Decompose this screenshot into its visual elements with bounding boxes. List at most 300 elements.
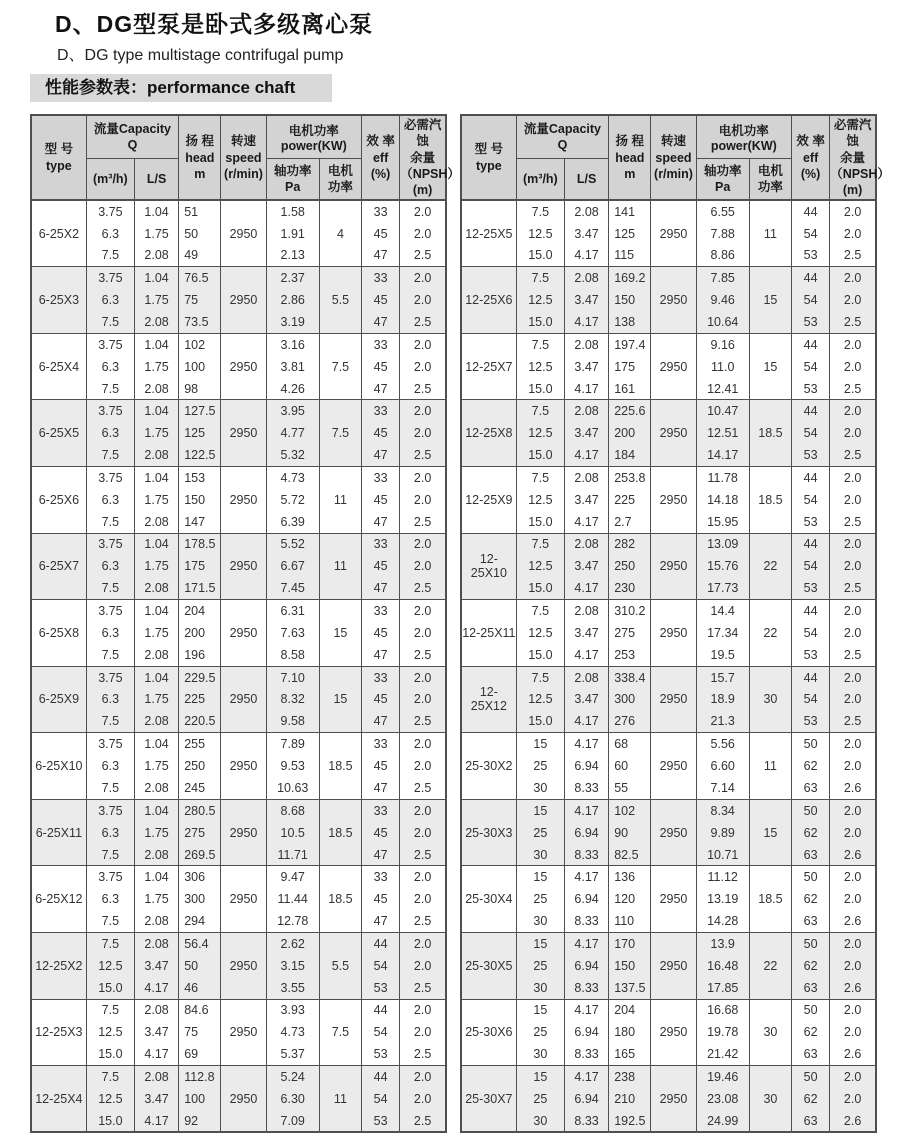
- npsh-m: 2.5: [400, 1043, 446, 1065]
- head-m: 300: [609, 688, 651, 710]
- shaft-power-pa: 14.4: [696, 600, 749, 622]
- head-m: 92: [179, 1110, 221, 1132]
- capacity-ls: 1.75: [134, 622, 178, 644]
- table-row: [461, 467, 876, 489]
- capacity-ls: 1.75: [134, 822, 178, 844]
- efficiency-pct: 45: [362, 289, 400, 311]
- pump-type: 6-25X9: [31, 666, 86, 733]
- capacity-m3h: 15.0: [86, 977, 134, 999]
- capacity-m3h: 15.0: [516, 245, 564, 267]
- efficiency-pct: 47: [362, 644, 400, 666]
- capacity-m3h: 3.75: [86, 666, 134, 688]
- efficiency-pct: 45: [362, 489, 400, 511]
- npsh-m: 2.0: [400, 422, 446, 444]
- speed-rpm: 2950: [221, 333, 266, 400]
- capacity-m3h: 15.0: [516, 577, 564, 599]
- capacity-m3h: 6.3: [86, 688, 134, 710]
- head-m: 102: [609, 799, 651, 821]
- table-row: [461, 733, 876, 755]
- capacity-ls: 2.08: [564, 400, 608, 422]
- shaft-power-pa: 5.32: [266, 444, 319, 466]
- npsh-m: 2.0: [830, 999, 876, 1021]
- shaft-power-pa: 18.9: [696, 688, 749, 710]
- efficiency-pct: 53: [362, 1110, 400, 1132]
- shaft-power-pa: 15.95: [696, 511, 749, 533]
- col-head: 扬 程 head m: [609, 115, 651, 200]
- head-m: 171.5: [179, 577, 221, 599]
- capacity-m3h: 12.5: [516, 222, 564, 244]
- head-m: 127.5: [179, 400, 221, 422]
- pump-type: 12-25X12: [461, 666, 516, 733]
- table-header: [31, 115, 460, 200]
- npsh-m: 2.0: [830, 222, 876, 244]
- efficiency-pct: 33: [362, 600, 400, 622]
- head-m: 255: [179, 733, 221, 755]
- capacity-m3h: 15.0: [516, 711, 564, 733]
- shaft-power-pa: 5.37: [266, 1043, 319, 1065]
- head-m: 175: [179, 555, 221, 577]
- npsh-m: 2.5: [400, 844, 446, 866]
- motor-power-kw: 30: [749, 999, 791, 1066]
- capacity-m3h: 6.3: [86, 422, 134, 444]
- table-row: [31, 400, 446, 422]
- npsh-m: 2.0: [830, 1021, 876, 1043]
- head-m: 55: [609, 777, 651, 799]
- npsh-m: 2.5: [830, 577, 876, 599]
- npsh-m: 2.5: [400, 511, 446, 533]
- pump-type: 6-25X10: [31, 733, 86, 800]
- speed-rpm: 2950: [221, 200, 266, 267]
- motor-power-kw: 22: [749, 533, 791, 600]
- head-m: 196: [179, 644, 221, 666]
- efficiency-pct: 50: [792, 866, 830, 888]
- col-m3h: (m³/h): [516, 159, 564, 200]
- capacity-ls: 1.04: [134, 333, 178, 355]
- speed-rpm: 2950: [221, 866, 266, 933]
- npsh-m: 2.5: [830, 711, 876, 733]
- speed-rpm: 2950: [651, 666, 696, 733]
- head-m: 110: [609, 910, 651, 932]
- capacity-ls: 1.04: [134, 733, 178, 755]
- npsh-m: 2.0: [400, 333, 446, 355]
- capacity-ls: 6.94: [564, 955, 608, 977]
- head-m: 165: [609, 1043, 651, 1065]
- shaft-power-pa: 3.93: [266, 999, 319, 1021]
- npsh-m: 2.0: [400, 222, 446, 244]
- head-m: 230: [609, 577, 651, 599]
- capacity-ls: 3.47: [564, 422, 608, 444]
- efficiency-pct: 62: [792, 822, 830, 844]
- head-m: 60: [609, 755, 651, 777]
- capacity-m3h: 12.5: [86, 1021, 134, 1043]
- head-m: 122.5: [179, 444, 221, 466]
- motor-power-kw: 30: [749, 1066, 791, 1133]
- npsh-m: 2.5: [400, 444, 446, 466]
- head-m: 75: [179, 1021, 221, 1043]
- pump-type: 6-25X11: [31, 799, 86, 866]
- head-m: 280.5: [179, 799, 221, 821]
- capacity-ls: 2.08: [134, 777, 178, 799]
- capacity-ls: 6.94: [564, 755, 608, 777]
- efficiency-pct: 63: [792, 777, 830, 799]
- capacity-ls: 1.04: [134, 400, 178, 422]
- capacity-ls: 4.17: [564, 1066, 608, 1088]
- capacity-m3h: 15.0: [516, 378, 564, 400]
- col-ls: L/S: [134, 159, 178, 200]
- efficiency-pct: 47: [362, 311, 400, 333]
- table-row: [461, 999, 876, 1021]
- efficiency-pct: 44: [792, 267, 830, 289]
- capacity-m3h: 3.75: [86, 267, 134, 289]
- npsh-m: 2.0: [400, 533, 446, 555]
- npsh-m: 2.5: [400, 711, 446, 733]
- capacity-m3h: 12.5: [86, 955, 134, 977]
- capacity-ls: 1.04: [134, 799, 178, 821]
- head-m: 245: [179, 777, 221, 799]
- col-ls: L/S: [564, 159, 608, 200]
- capacity-ls: 1.04: [134, 267, 178, 289]
- npsh-m: 2.5: [830, 511, 876, 533]
- npsh-m: 2.6: [830, 977, 876, 999]
- efficiency-pct: 33: [362, 467, 400, 489]
- pump-type: 6-25X7: [31, 533, 86, 600]
- motor-power-kw: 18.5: [749, 467, 791, 534]
- capacity-ls: 2.08: [134, 311, 178, 333]
- shaft-power-pa: 19.78: [696, 1021, 749, 1043]
- efficiency-pct: 54: [792, 489, 830, 511]
- pump-type: 6-25X2: [31, 200, 86, 267]
- pump-table-right: [460, 114, 890, 1133]
- capacity-ls: 1.75: [134, 555, 178, 577]
- npsh-m: 2.0: [400, 489, 446, 511]
- shaft-power-pa: 9.16: [696, 333, 749, 355]
- capacity-m3h: 6.3: [86, 289, 134, 311]
- capacity-m3h: 25: [516, 1021, 564, 1043]
- head-m: 338.4: [609, 666, 651, 688]
- efficiency-pct: 33: [362, 400, 400, 422]
- head-m: 153: [179, 467, 221, 489]
- shaft-power-pa: 9.58: [266, 711, 319, 733]
- shaft-power-pa: 7.85: [696, 267, 749, 289]
- shaft-power-pa: 8.32: [266, 688, 319, 710]
- head-m: 197.4: [609, 333, 651, 355]
- head-m: 192.5: [609, 1110, 651, 1132]
- shaft-power-pa: 9.46: [696, 289, 749, 311]
- capacity-m3h: 3.75: [86, 400, 134, 422]
- col-power: 电机功率power(KW): [266, 115, 361, 159]
- table-row: [31, 533, 446, 555]
- head-m: 178.5: [179, 533, 221, 555]
- section-label: 性能参数表：performance chaft: [30, 74, 332, 102]
- head-m: 150: [609, 289, 651, 311]
- capacity-ls: 2.08: [134, 910, 178, 932]
- shaft-power-pa: 5.52: [266, 533, 319, 555]
- capacity-ls: 2.08: [134, 999, 178, 1021]
- capacity-m3h: 7.5: [516, 533, 564, 555]
- capacity-m3h: 7.5: [516, 600, 564, 622]
- table-row: [31, 467, 446, 489]
- capacity-m3h: 25: [516, 822, 564, 844]
- npsh-m: 2.0: [400, 999, 446, 1021]
- speed-rpm: 2950: [651, 267, 696, 334]
- pump-type: 25-30X7: [461, 1066, 516, 1133]
- head-m: 136: [609, 866, 651, 888]
- head-m: 269.5: [179, 844, 221, 866]
- capacity-ls: 2.08: [134, 1066, 178, 1088]
- capacity-ls: 2.08: [134, 444, 178, 466]
- motor-power-kw: 11: [319, 467, 361, 534]
- capacity-ls: 1.04: [134, 666, 178, 688]
- efficiency-pct: 62: [792, 888, 830, 910]
- npsh-m: 2.0: [830, 467, 876, 489]
- capacity-m3h: 30: [516, 777, 564, 799]
- capacity-m3h: 30: [516, 1043, 564, 1065]
- speed-rpm: 2950: [651, 799, 696, 866]
- capacity-ls: 3.47: [564, 289, 608, 311]
- efficiency-pct: 45: [362, 222, 400, 244]
- capacity-m3h: 12.5: [516, 688, 564, 710]
- npsh-m: 2.0: [400, 866, 446, 888]
- capacity-ls: 4.17: [564, 511, 608, 533]
- head-m: 50: [179, 222, 221, 244]
- capacity-ls: 6.94: [564, 822, 608, 844]
- capacity-m3h: 25: [516, 1088, 564, 1110]
- capacity-ls: 6.94: [564, 1021, 608, 1043]
- shaft-power-pa: 8.58: [266, 644, 319, 666]
- pump-type: 25-30X3: [461, 799, 516, 866]
- pump-type: 6-25X5: [31, 400, 86, 467]
- capacity-m3h: 15: [516, 866, 564, 888]
- shaft-power-pa: 24.99: [696, 1110, 749, 1132]
- npsh-m: 2.5: [830, 644, 876, 666]
- capacity-ls: 3.47: [134, 1021, 178, 1043]
- capacity-ls: 3.47: [564, 222, 608, 244]
- capacity-ls: 6.94: [564, 888, 608, 910]
- npsh-m: 2.0: [400, 888, 446, 910]
- capacity-m3h: 6.3: [86, 222, 134, 244]
- capacity-ls: 1.75: [134, 489, 178, 511]
- npsh-m: 2.0: [400, 799, 446, 821]
- pump-type: 6-25X4: [31, 333, 86, 400]
- head-m: 141: [609, 200, 651, 222]
- npsh-m: 2.6: [830, 910, 876, 932]
- col-capacity: 流量Capacity Q: [516, 115, 608, 159]
- shaft-power-pa: 10.71: [696, 844, 749, 866]
- efficiency-pct: 53: [792, 378, 830, 400]
- capacity-m3h: 7.5: [516, 400, 564, 422]
- pump-type: 6-25X3: [31, 267, 86, 334]
- capacity-ls: 1.75: [134, 222, 178, 244]
- capacity-m3h: 7.5: [86, 311, 134, 333]
- capacity-ls: 4.17: [564, 866, 608, 888]
- head-m: 253.8: [609, 467, 651, 489]
- shaft-power-pa: 10.64: [696, 311, 749, 333]
- head-m: 200: [179, 622, 221, 644]
- head-m: 150: [179, 489, 221, 511]
- capacity-ls: 4.17: [564, 932, 608, 954]
- shaft-power-pa: 5.56: [696, 733, 749, 755]
- motor-power-kw: 18.5: [749, 866, 791, 933]
- pump-table-left: [30, 114, 460, 1133]
- head-m: 112.8: [179, 1066, 221, 1088]
- efficiency-pct: 33: [362, 666, 400, 688]
- shaft-power-pa: 4.73: [266, 467, 319, 489]
- capacity-ls: 8.33: [564, 1110, 608, 1132]
- speed-rpm: 2950: [221, 932, 266, 999]
- shaft-power-pa: 9.53: [266, 755, 319, 777]
- capacity-ls: 3.47: [134, 955, 178, 977]
- capacity-ls: 3.47: [564, 688, 608, 710]
- npsh-m: 2.0: [400, 955, 446, 977]
- head-m: 73.5: [179, 311, 221, 333]
- shaft-power-pa: 3.81: [266, 356, 319, 378]
- efficiency-pct: 54: [792, 422, 830, 444]
- shaft-power-pa: 12.41: [696, 378, 749, 400]
- efficiency-pct: 44: [792, 333, 830, 355]
- head-m: 100: [179, 356, 221, 378]
- shaft-power-pa: 10.47: [696, 400, 749, 422]
- motor-power-kw: 7.5: [319, 333, 361, 400]
- table-row: [31, 799, 446, 821]
- table-row: [31, 1066, 446, 1088]
- head-m: 225: [609, 489, 651, 511]
- head-m: 161: [609, 378, 651, 400]
- efficiency-pct: 54: [792, 688, 830, 710]
- efficiency-pct: 53: [792, 711, 830, 733]
- shaft-power-pa: 1.58: [266, 200, 319, 222]
- efficiency-pct: 54: [362, 1088, 400, 1110]
- shaft-power-pa: 1.91: [266, 222, 319, 244]
- motor-power-kw: 7.5: [319, 400, 361, 467]
- table-row: [31, 600, 446, 622]
- head-m: 90: [609, 822, 651, 844]
- capacity-m3h: 3.75: [86, 733, 134, 755]
- col-eff: 效 率 eff (%): [362, 115, 400, 200]
- motor-power-kw: 15: [749, 333, 791, 400]
- npsh-m: 2.0: [400, 400, 446, 422]
- head-m: 220.5: [179, 711, 221, 733]
- efficiency-pct: 53: [792, 444, 830, 466]
- capacity-ls: 1.04: [134, 866, 178, 888]
- motor-power-kw: 5.5: [319, 932, 361, 999]
- head-m: 204: [609, 999, 651, 1021]
- shaft-power-pa: 8.68: [266, 799, 319, 821]
- pump-type: 25-30X2: [461, 733, 516, 800]
- head-m: 49: [179, 245, 221, 267]
- pump-type: 12-25X5: [461, 200, 516, 267]
- shaft-power-pa: 11.0: [696, 356, 749, 378]
- shaft-power-pa: 6.30: [266, 1088, 319, 1110]
- capacity-ls: 8.33: [564, 1043, 608, 1065]
- efficiency-pct: 53: [792, 511, 830, 533]
- shaft-power-pa: 4.77: [266, 422, 319, 444]
- shaft-power-pa: 11.71: [266, 844, 319, 866]
- capacity-m3h: 7.5: [516, 467, 564, 489]
- capacity-m3h: 12.5: [516, 622, 564, 644]
- capacity-ls: 4.17: [564, 245, 608, 267]
- motor-power-kw: 18.5: [319, 733, 361, 800]
- efficiency-pct: 62: [792, 1088, 830, 1110]
- speed-rpm: 2950: [221, 400, 266, 467]
- shaft-power-pa: 13.9: [696, 932, 749, 954]
- capacity-m3h: 6.3: [86, 555, 134, 577]
- col-shaft-power: 轴功率 Pa: [266, 159, 319, 200]
- capacity-ls: 4.17: [564, 999, 608, 1021]
- capacity-m3h: 6.3: [86, 622, 134, 644]
- capacity-m3h: 15.0: [516, 511, 564, 533]
- capacity-ls: 2.08: [134, 577, 178, 599]
- shaft-power-pa: 14.17: [696, 444, 749, 466]
- capacity-ls: 1.04: [134, 533, 178, 555]
- efficiency-pct: 54: [792, 289, 830, 311]
- table-row: [461, 200, 876, 222]
- capacity-ls: 8.33: [564, 844, 608, 866]
- npsh-m: 2.0: [400, 467, 446, 489]
- head-m: 120: [609, 888, 651, 910]
- capacity-ls: 1.75: [134, 755, 178, 777]
- head-m: 137.5: [609, 977, 651, 999]
- shaft-power-pa: 17.73: [696, 577, 749, 599]
- capacity-m3h: 3.75: [86, 467, 134, 489]
- npsh-m: 2.0: [400, 666, 446, 688]
- efficiency-pct: 47: [362, 444, 400, 466]
- npsh-m: 2.6: [830, 1110, 876, 1132]
- npsh-m: 2.0: [830, 533, 876, 555]
- npsh-m: 2.0: [400, 1066, 446, 1088]
- capacity-ls: 4.17: [564, 444, 608, 466]
- head-m: 100: [179, 1088, 221, 1110]
- motor-power-kw: 11: [749, 733, 791, 800]
- capacity-ls: 2.08: [134, 644, 178, 666]
- shaft-power-pa: 11.44: [266, 888, 319, 910]
- speed-rpm: 2950: [651, 200, 696, 267]
- col-power: 电机功率power(KW): [696, 115, 791, 159]
- capacity-m3h: 7.5: [86, 910, 134, 932]
- head-m: 229.5: [179, 666, 221, 688]
- shaft-power-pa: 13.19: [696, 888, 749, 910]
- head-m: 225.6: [609, 400, 651, 422]
- col-npsh: 必需汽蚀 余量 （NPSH） (m): [400, 115, 446, 200]
- shaft-power-pa: 9.89: [696, 822, 749, 844]
- efficiency-pct: 62: [792, 1021, 830, 1043]
- efficiency-pct: 62: [792, 755, 830, 777]
- speed-rpm: 2950: [651, 932, 696, 999]
- npsh-m: 2.0: [400, 200, 446, 222]
- capacity-ls: 2.08: [134, 711, 178, 733]
- capacity-m3h: 12.5: [516, 289, 564, 311]
- shaft-power-pa: 21.3: [696, 711, 749, 733]
- capacity-m3h: 6.3: [86, 888, 134, 910]
- table-row: [31, 733, 446, 755]
- npsh-m: 2.5: [400, 577, 446, 599]
- capacity-ls: 1.75: [134, 422, 178, 444]
- speed-rpm: 2950: [651, 733, 696, 800]
- head-m: 169.2: [609, 267, 651, 289]
- shaft-power-pa: 15.76: [696, 555, 749, 577]
- shaft-power-pa: 7.63: [266, 622, 319, 644]
- capacity-m3h: 3.75: [86, 333, 134, 355]
- capacity-m3h: 7.5: [516, 267, 564, 289]
- motor-power-kw: 15: [749, 267, 791, 334]
- col-shaft-power: 轴功率 Pa: [696, 159, 749, 200]
- shaft-power-pa: 19.46: [696, 1066, 749, 1088]
- capacity-m3h: 30: [516, 1110, 564, 1132]
- efficiency-pct: 45: [362, 688, 400, 710]
- capacity-m3h: 30: [516, 910, 564, 932]
- capacity-ls: 4.17: [564, 733, 608, 755]
- efficiency-pct: 44: [362, 932, 400, 954]
- capacity-m3h: 7.5: [86, 844, 134, 866]
